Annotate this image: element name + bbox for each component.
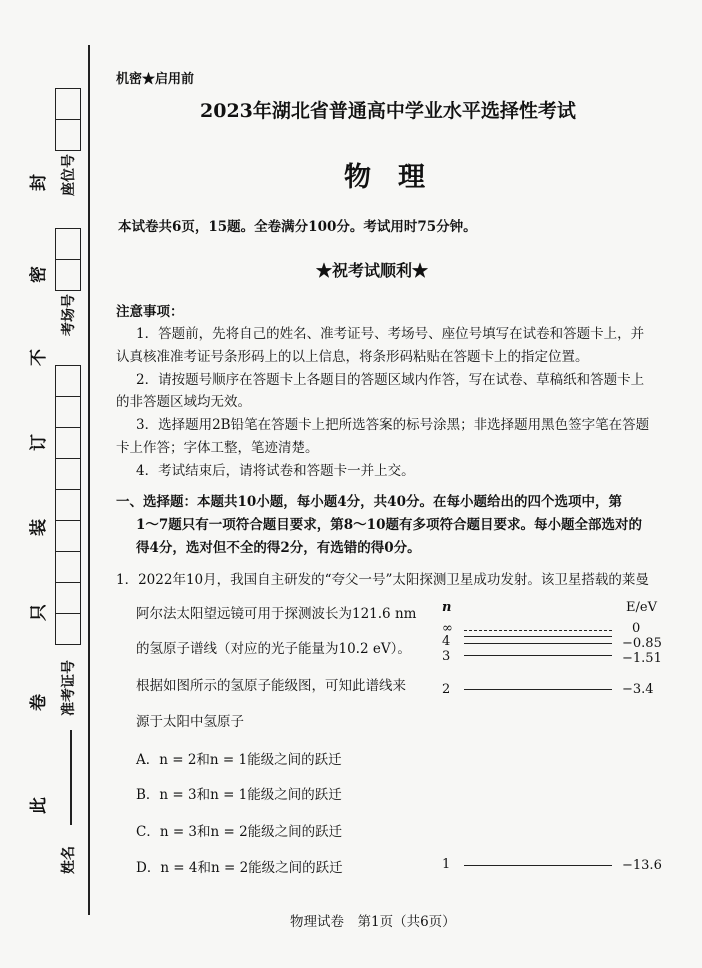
section-line: 得4分，选对但不全的得2分，有选错的得0分。 bbox=[136, 540, 421, 556]
exam-title: 2023年湖北省普通高中学业水平选择性考试 bbox=[200, 100, 576, 122]
q1-line: 阿尔法太阳望远镜可用于探测波长为121.6 nm bbox=[136, 606, 417, 622]
level-n: 3 bbox=[442, 649, 451, 664]
seal-char: 卷 bbox=[29, 694, 49, 711]
option-a: A．n = 2和n = 1能级之间的跃迁 bbox=[136, 752, 342, 768]
seal-char: 不 bbox=[29, 349, 49, 366]
energy-axis-label: E/eV bbox=[626, 600, 657, 615]
n-axis-label: n bbox=[442, 600, 452, 615]
level-n: 2 bbox=[442, 682, 451, 697]
option-b: B．n = 3和n = 1能级之间的跃迁 bbox=[136, 787, 342, 803]
note-line: 1．答题前，先将自己的姓名、准考证号、考场号、座位号填写在试卷和答题卡上，并 bbox=[136, 326, 645, 342]
room-label: 考场号 bbox=[61, 294, 77, 336]
level-n: 4 bbox=[442, 634, 451, 649]
subject-title: 物 理 bbox=[344, 162, 425, 193]
seal-char: 只 bbox=[29, 604, 49, 621]
level-n: 1 bbox=[442, 857, 451, 872]
name-line[interactable] bbox=[70, 730, 72, 825]
note-line: 的非答题区域均无效。 bbox=[116, 394, 251, 410]
note-line: 2．请按题号顺序在答题卡上各题目的答题区域内作答，写在试卷、草稿纸和答题卡上 bbox=[136, 372, 645, 388]
level-energy: −3.4 bbox=[622, 682, 654, 697]
exam-id-boxes[interactable] bbox=[55, 365, 81, 645]
binding-line bbox=[88, 45, 90, 915]
note-line: 3．选择题用2B铅笔在答题卡上把所选答案的标号涂黑；非选择题用黑色签字笔在答题 bbox=[136, 417, 650, 433]
level-line-3 bbox=[464, 655, 612, 656]
seal-char: 密 bbox=[29, 266, 49, 283]
seat-label: 座位号 bbox=[61, 154, 77, 196]
exam-id-label: 准考证号 bbox=[61, 660, 77, 716]
q1-line: 根据如图所示的氢原子能级图，可知此谱线来 bbox=[136, 678, 406, 694]
level-energy: −0.85 bbox=[622, 636, 662, 651]
level-n: ∞ bbox=[442, 621, 453, 636]
level-line-infinity bbox=[464, 630, 612, 631]
page-footer: 物理试卷 第1页（共6页） bbox=[290, 914, 456, 930]
room-number-boxes[interactable] bbox=[55, 228, 81, 291]
seal-char: 订 bbox=[29, 434, 49, 451]
secret-label: 机密★启用前 bbox=[116, 72, 195, 87]
level-line-2 bbox=[464, 689, 612, 690]
level-line-5 bbox=[464, 636, 612, 637]
level-energy: 0 bbox=[632, 621, 641, 636]
level-energy: −1.51 bbox=[622, 651, 662, 666]
level-energy: −13.6 bbox=[622, 858, 662, 873]
level-line-4 bbox=[464, 643, 612, 644]
note-line: 4．考试结束后，请将试卷和答题卡一并上交。 bbox=[136, 463, 415, 479]
notes-title: 注意事项： bbox=[116, 304, 184, 320]
q1-line: 源于太阳中氢原子 bbox=[136, 714, 244, 730]
q1-line: 的氢原子谱线（对应的光子能量为10.2 eV）。 bbox=[136, 641, 411, 657]
note-line: 认真核准准考证号条形码上的以上信息，将条形码粘贴在答题卡上的指定位置。 bbox=[116, 349, 589, 365]
seal-char: 封 bbox=[29, 174, 49, 191]
level-line-1 bbox=[464, 865, 612, 866]
exam-info: 本试卷共6页，15题。全卷满分100分。考试用时75分钟。 bbox=[118, 219, 477, 235]
option-d: D．n = 4和n = 2能级之间的跃迁 bbox=[136, 860, 343, 876]
q1-line: 1．2022年10月，我国自主研发的“夸父一号”太阳探测卫星成功发射。该卫星搭载的莱曼 bbox=[116, 572, 649, 588]
seat-number-boxes[interactable] bbox=[55, 88, 81, 151]
note-line: 卡上作答；字体工整，笔迹清楚。 bbox=[116, 440, 319, 456]
wish-text: ★祝考试顺利★ bbox=[316, 261, 429, 280]
name-label: 姓名 bbox=[61, 846, 77, 874]
section-line: 一、选择题：本题共10小题，每小题4分，共40分。在每小题给出的四个选项中，第 bbox=[116, 494, 622, 510]
section-line: 1～7题只有一项符合题目要求，第8～10题有多项符合题目要求。每小题全部选对的 bbox=[136, 517, 642, 533]
seal-char: 此 bbox=[29, 797, 49, 814]
seal-char: 装 bbox=[29, 519, 49, 536]
option-c: C．n = 3和n = 2能级之间的跃迁 bbox=[136, 824, 343, 840]
